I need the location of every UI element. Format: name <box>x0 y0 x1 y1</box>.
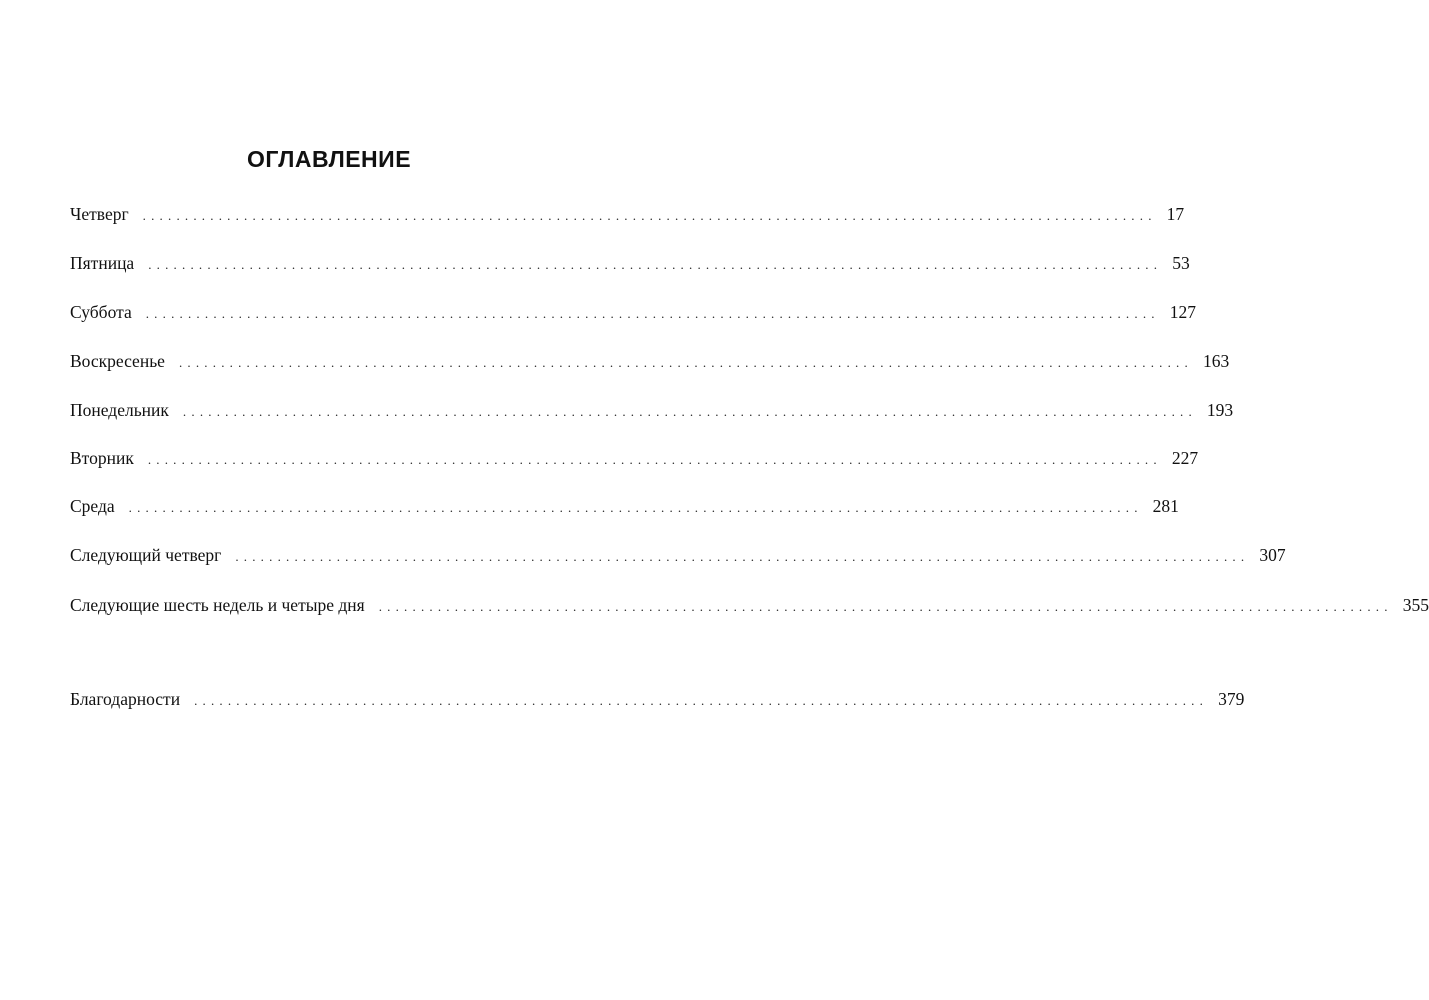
toc-entry-label: Воскресенье <box>70 351 165 371</box>
toc-entry-page: 193 <box>1206 400 1234 420</box>
toc-entry-label: Среда <box>70 496 115 516</box>
toc-dot-leader: ........................................................................................................................ <box>145 306 1160 321</box>
toc-dot-leader: ........................................................................................................................ <box>147 452 1162 467</box>
toc-entry <box>70 349 1230 373</box>
toc-entry-page: 17 <box>1166 204 1185 224</box>
toc-entry <box>70 446 1199 470</box>
toc-dot-leader: ........................................................................................................................ <box>148 257 1163 272</box>
toc-entry-label: Суббота <box>70 302 132 322</box>
toc-entry-page: 281 <box>1152 496 1179 516</box>
toc-title: ОГЛАВЛЕНИЕ <box>246 146 412 172</box>
toc-entry-page: 127 <box>1169 302 1196 322</box>
toc-entry-label: Вторник <box>70 448 134 468</box>
toc-entry <box>70 251 1190 275</box>
toc-entry-label: Пятница <box>70 253 135 273</box>
toc-dot-leader: ........................................................................................................................ <box>128 500 1143 515</box>
toc-dot-leader: ........................................................................................................................ <box>182 404 1197 419</box>
toc-entry <box>70 494 1179 518</box>
toc-entry <box>70 593 1429 617</box>
toc-entry-acknowledgements <box>70 687 1245 711</box>
toc-dot-leader: ........................................................................................................................ <box>142 208 1157 223</box>
toc-entry-page: 53 <box>1172 253 1190 273</box>
toc-entry-label: Следующий четверг <box>70 545 222 565</box>
toc-entry-label: Понедельник <box>70 400 169 420</box>
toc-dot-leader: ........................................................................................................................ <box>235 549 1250 564</box>
toc-entry-page: 163 <box>1202 351 1230 371</box>
toc-entry-label: Благодарности <box>70 689 181 709</box>
toc-entry-label: Следующие шесть недель и четыре дня <box>70 595 365 615</box>
toc-entry <box>70 398 1234 422</box>
toc-entry <box>70 202 1185 226</box>
toc-dot-leader: ........................................................................................................................ <box>178 355 1193 370</box>
toc-entry-label: Четверг <box>70 204 129 224</box>
toc-entry-page: 355 <box>1402 595 1429 615</box>
toc-entry <box>70 300 1196 324</box>
toc-entry <box>70 543 1286 567</box>
toc-entry-page: 227 <box>1171 448 1199 468</box>
toc-entry-page: 379 <box>1218 689 1245 709</box>
toc-dot-leader: ........................................................................................................................ <box>378 599 1393 614</box>
toc-entry-page: 307 <box>1259 545 1286 565</box>
toc-dot-leader: ........................................................................................................................ <box>194 693 1209 708</box>
